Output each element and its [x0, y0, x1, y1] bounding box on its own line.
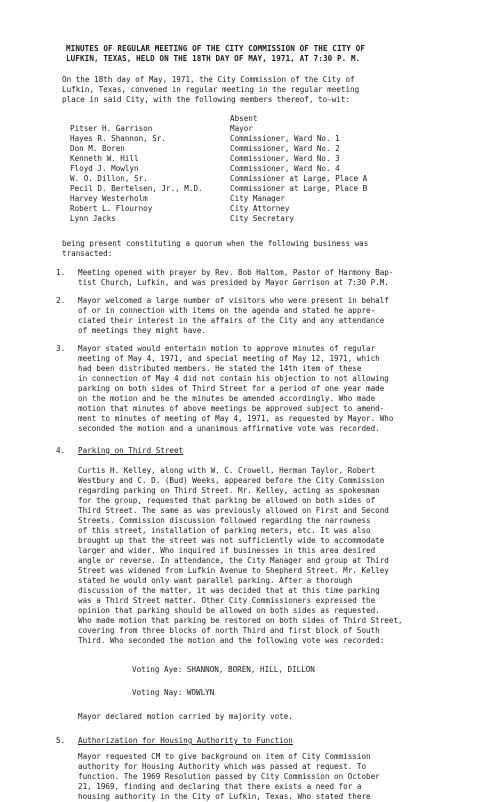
- member-name: W. O. Dillon, Sr.: [70, 174, 148, 183]
- item-line: was a Third Street matter. Other City Commissioners expressed the: [78, 596, 376, 605]
- item-line: housing authority in the City of Lufkin, Texas. Who stated there: [78, 792, 371, 801]
- roster-row: [70, 194, 470, 204]
- intro-line: Lufkin, Texas, convened in regular meeting in the regular meeting: [62, 85, 360, 94]
- item-line: on the motion and he the minutes be amended accordingly. Who made: [78, 394, 376, 403]
- roster-header-row: [70, 114, 470, 124]
- item-line: brought up that the street was not sufficiently wide to accommodate: [78, 536, 385, 545]
- member-position: Commissioner, Ward No. 4: [230, 164, 340, 173]
- item-number: 5.: [56, 736, 66, 745]
- item-line: opinion that parking should be allowed on both sides as requested.: [78, 606, 380, 615]
- item-line: larger and wider. Who inquired if businesses in this area desired: [78, 546, 376, 555]
- member-position: Commissioner, Ward No. 2: [230, 144, 340, 153]
- item-line: Mayor stated would entertain motion to approve minutes of regular: [78, 344, 376, 353]
- motion-result: Mayor declared motion carried by majority vote.: [78, 712, 293, 721]
- item-line: Street was widened from Lufkin Avenue to Shepherd Street. Mr. Kelley: [78, 566, 389, 575]
- item-line: Third Street. The same as was previously allowed on First and Second: [78, 506, 389, 515]
- item-line: Meeting opened with prayer by Rev. Bob Haltom, Pastor of Harmony Bap-: [78, 268, 394, 277]
- item-number: 4.: [56, 446, 66, 455]
- member-name: Pitser H. Garrison: [70, 124, 153, 133]
- member-name: Don M. Boren: [70, 144, 125, 153]
- member-position: Commissioner, Ward No. 1: [230, 134, 340, 143]
- member-position: Mayor: [230, 124, 253, 133]
- roster-row: [70, 124, 470, 134]
- attendance-roster: [70, 114, 470, 224]
- title-line-1: MINUTES OF REGULAR MEETING OF THE CITY COMMISSION OF THE CITY OF: [66, 44, 365, 53]
- item-line: Third. Who seconded the motion and the following vote was recorded:: [78, 636, 385, 645]
- item-line: seconded the motion and a unanimous affirmative vote was recorded.: [78, 424, 380, 433]
- item-line: had been distributed members. He stated the 14th item of these: [78, 364, 362, 373]
- member-name: Pecil D. Bertelsen, Jr., M.D.: [70, 184, 203, 193]
- item-line: Westbury and C. D. (Bud) Weeks, appeared before the City Commission: [78, 476, 385, 485]
- roster-row: [70, 164, 470, 174]
- item-line: ment to minutes of meeting of May 4, 1971, as requested by Mayor. Who: [78, 414, 394, 423]
- item-line: parking on both sides of Third Street for a period of one year made: [78, 384, 385, 393]
- item-line: Streets. Commission discussion followed regarding the narrowness: [78, 516, 371, 525]
- member-position: City Manager: [230, 194, 285, 203]
- roster-row: [70, 144, 470, 154]
- vote-aye: Voting Aye: SHANNON, BOREN, HILL, DILLON: [132, 665, 315, 674]
- quorum-paragraph: [62, 239, 472, 259]
- item-line: regarding parking on Third Street. Mr. Kelley, acting as spokesman: [78, 486, 380, 495]
- item-line: stated he would only want parallel parking. After a thorough: [78, 576, 353, 585]
- roster-row: [70, 154, 470, 164]
- roster-row: [70, 174, 470, 184]
- title-line-2: LUFKIN, TEXAS, HELD ON THE 18TH DAY OF MAY, 1971, AT 7:30 P. M.: [66, 54, 361, 63]
- item-line: of or in connection with items on the agenda and stated he appre-: [78, 306, 376, 315]
- roster-header-absent: Absent: [230, 114, 258, 123]
- member-position: Commissioner at Large, Place A: [230, 174, 368, 183]
- roster-row: [70, 134, 470, 144]
- intro-line: place in said City, with the following members thereof, to-wit:: [62, 95, 351, 104]
- roster-row: [70, 204, 470, 214]
- item-line: ciated their interest in the affairs of the City and any attendance: [78, 316, 385, 325]
- vote-nay: Voting Nay: WOWLYN: [132, 688, 215, 697]
- item-line: Who made motion that parking be restored on both sides of Third Street,: [78, 616, 403, 625]
- member-position: City Secretary: [230, 214, 295, 223]
- item-line: angle or reverse. In attendance, the City Manager and group at Third: [78, 556, 389, 565]
- member-name: Harvey Westerholm: [70, 194, 148, 203]
- item-line: 21, 1969, finding and declaring that there exists a need for a: [78, 782, 362, 791]
- roster-row: [70, 184, 470, 194]
- minutes-title: [66, 44, 466, 64]
- item-line: of this street, installation of parking meters, etc. It was also: [78, 526, 371, 535]
- item-line: Mayor welcomed a large number of visitors who were present in behalf: [78, 296, 389, 305]
- item-line: Curtis H. Kelley, along with W. C. Crowell, Herman Taylor, Robert: [78, 466, 376, 475]
- member-name: Kenneth W. Hill: [70, 154, 139, 163]
- item-line: tist Church, Lufkin, and was presided by Mayor Garrison at 7:30 P.M.: [78, 278, 389, 287]
- member-position: Commissioner at Large, Place B: [230, 184, 368, 193]
- item-line: authority for Housing Authority which was passed at request. To: [78, 762, 367, 771]
- roster-row: [70, 214, 470, 224]
- item-heading: Authorization for Housing Authority to Function: [78, 736, 293, 745]
- member-name: Floyd J. Mowlyn: [70, 164, 139, 173]
- item-line: discussion of the matter, it was decided that at this time parking: [78, 586, 380, 595]
- item-line: meeting of May 4, 1971, and special meeting of May 12, 1971, which: [78, 354, 380, 363]
- member-position: Commissioner, Ward No. 3: [230, 154, 340, 163]
- item-number: 3.: [56, 344, 66, 353]
- member-name: Lynn Jacks: [70, 214, 116, 223]
- quorum-line: transacted:: [62, 249, 113, 258]
- item-line: covering from three blocks of north Third and first block of South: [78, 626, 380, 635]
- quorum-line: being present constituting a quorum when the following business was: [62, 239, 369, 248]
- item-number: 1.: [56, 268, 66, 277]
- item-number: 2.: [56, 296, 66, 305]
- item-line: function. The 1969 Resolution passed by City Commission on October: [78, 772, 380, 781]
- item-heading: Parking on Third Street: [78, 446, 184, 455]
- member-name: Robert L. Flournoy: [70, 204, 153, 213]
- intro-paragraph: [62, 75, 472, 105]
- item-line: for the group, requested that parking be allowed on both sides of: [78, 496, 376, 505]
- item-line: of meetings they might have.: [78, 326, 207, 335]
- item-line: Mayor requested CM to give background on item of City Commission: [78, 752, 371, 761]
- intro-line: On the 18th day of May, 1971, the City Commission of the City of: [62, 75, 355, 84]
- member-position: City Attorney: [230, 204, 290, 213]
- item-line: in connection of May 4 did not contain his objection to not allowing: [78, 374, 389, 383]
- member-name: Hayes R. Shannon, Sr.: [70, 134, 167, 143]
- item-line: motion that minutes of above meetings be approved subject to amend-: [78, 404, 385, 413]
